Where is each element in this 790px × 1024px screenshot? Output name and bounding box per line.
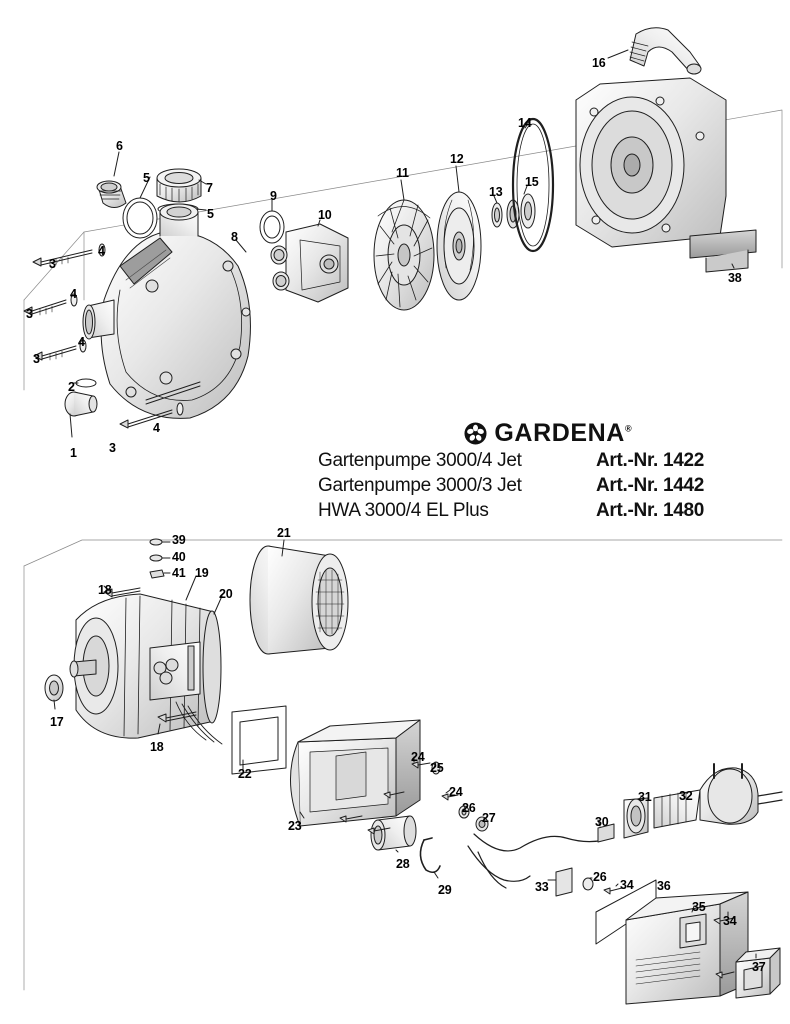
callout-17: 17 <box>50 715 64 729</box>
callout-23: 23 <box>288 819 302 833</box>
callout-28: 28 <box>396 857 410 871</box>
brand-text: GARDENA <box>494 418 625 447</box>
callout-26b: 26 <box>593 870 607 884</box>
callout-12: 12 <box>450 152 464 166</box>
gardena-flower-icon <box>464 422 487 445</box>
callout-20: 20 <box>219 587 233 601</box>
callout-2: 2 <box>68 380 75 394</box>
callout-33: 33 <box>535 880 549 894</box>
callout-26a: 26 <box>462 801 476 815</box>
callout-19: 19 <box>195 566 209 580</box>
callout-16: 16 <box>592 56 606 70</box>
callout-15: 15 <box>525 175 539 189</box>
callout-40: 40 <box>172 550 186 564</box>
callout-13: 13 <box>489 185 503 199</box>
art-number-1: 1422 <box>662 450 705 471</box>
callout-6: 6 <box>116 139 123 153</box>
callout-14: 14 <box>518 116 532 130</box>
art-label-3: Art.-Nr. <box>596 500 658 522</box>
callout-25: 25 <box>430 761 444 775</box>
model-art-3 <box>596 498 704 523</box>
brand-logo <box>318 418 778 448</box>
art-label-1: Art.-Nr. <box>596 450 658 471</box>
registered-mark: ® <box>624 423 632 434</box>
callout-4d: 4 <box>153 421 160 435</box>
callout-3a: 3 <box>49 257 56 271</box>
callout-31: 31 <box>638 790 652 804</box>
callout-27: 27 <box>482 811 496 825</box>
callout-41: 41 <box>172 566 186 580</box>
callout-38: 38 <box>728 271 742 285</box>
art-number-3: 1480 <box>662 500 705 522</box>
callout-3b: 3 <box>26 307 33 321</box>
model-art-2 <box>596 473 704 498</box>
title-block <box>318 418 778 523</box>
callout-8: 8 <box>231 230 238 244</box>
callout-4c: 4 <box>78 335 85 349</box>
model-name-1: Gartenpumpe 3000/4 Jet <box>318 450 522 471</box>
callout-22: 22 <box>238 767 252 781</box>
model-line-3 <box>318 498 778 523</box>
callout-32: 32 <box>679 789 693 803</box>
callout-3d: 3 <box>109 441 116 455</box>
callout-37: 37 <box>752 960 766 974</box>
callout-34a: 34 <box>620 878 634 892</box>
callout-18a: 18 <box>98 583 112 597</box>
model-line-2 <box>318 473 778 498</box>
callout-1: 1 <box>70 446 77 460</box>
callout-9: 9 <box>270 189 277 203</box>
callout-5b: 5 <box>207 207 214 221</box>
brand-wordmark <box>494 419 631 448</box>
callout-10: 10 <box>318 208 332 222</box>
model-name-2: Gartenpumpe 3000/3 Jet <box>318 475 522 497</box>
callout-29: 29 <box>438 883 452 897</box>
callout-18b: 18 <box>150 740 164 754</box>
callout-4b: 4 <box>70 287 77 301</box>
callout-30: 30 <box>595 815 609 829</box>
callout-11: 11 <box>396 166 409 180</box>
callout-36: 36 <box>657 879 671 893</box>
callout-3c: 3 <box>33 352 40 366</box>
callout-5a: 5 <box>143 171 150 185</box>
callout-24b: 24 <box>449 785 463 799</box>
model-name-3: HWA 3000/4 EL Plus <box>318 500 489 522</box>
callout-34b: 34 <box>723 914 737 928</box>
callout-35: 35 <box>692 900 706 914</box>
callout-7: 7 <box>206 181 213 195</box>
callout-4a: 4 <box>98 244 105 258</box>
callout-21: 21 <box>277 526 291 540</box>
callout-39: 39 <box>172 533 186 547</box>
callout-24a: 24 <box>411 750 425 764</box>
art-label-2: Art.-Nr. <box>596 475 658 497</box>
model-art-1 <box>596 448 704 473</box>
art-number-2: 1442 <box>662 475 705 497</box>
model-line-1 <box>318 448 778 473</box>
